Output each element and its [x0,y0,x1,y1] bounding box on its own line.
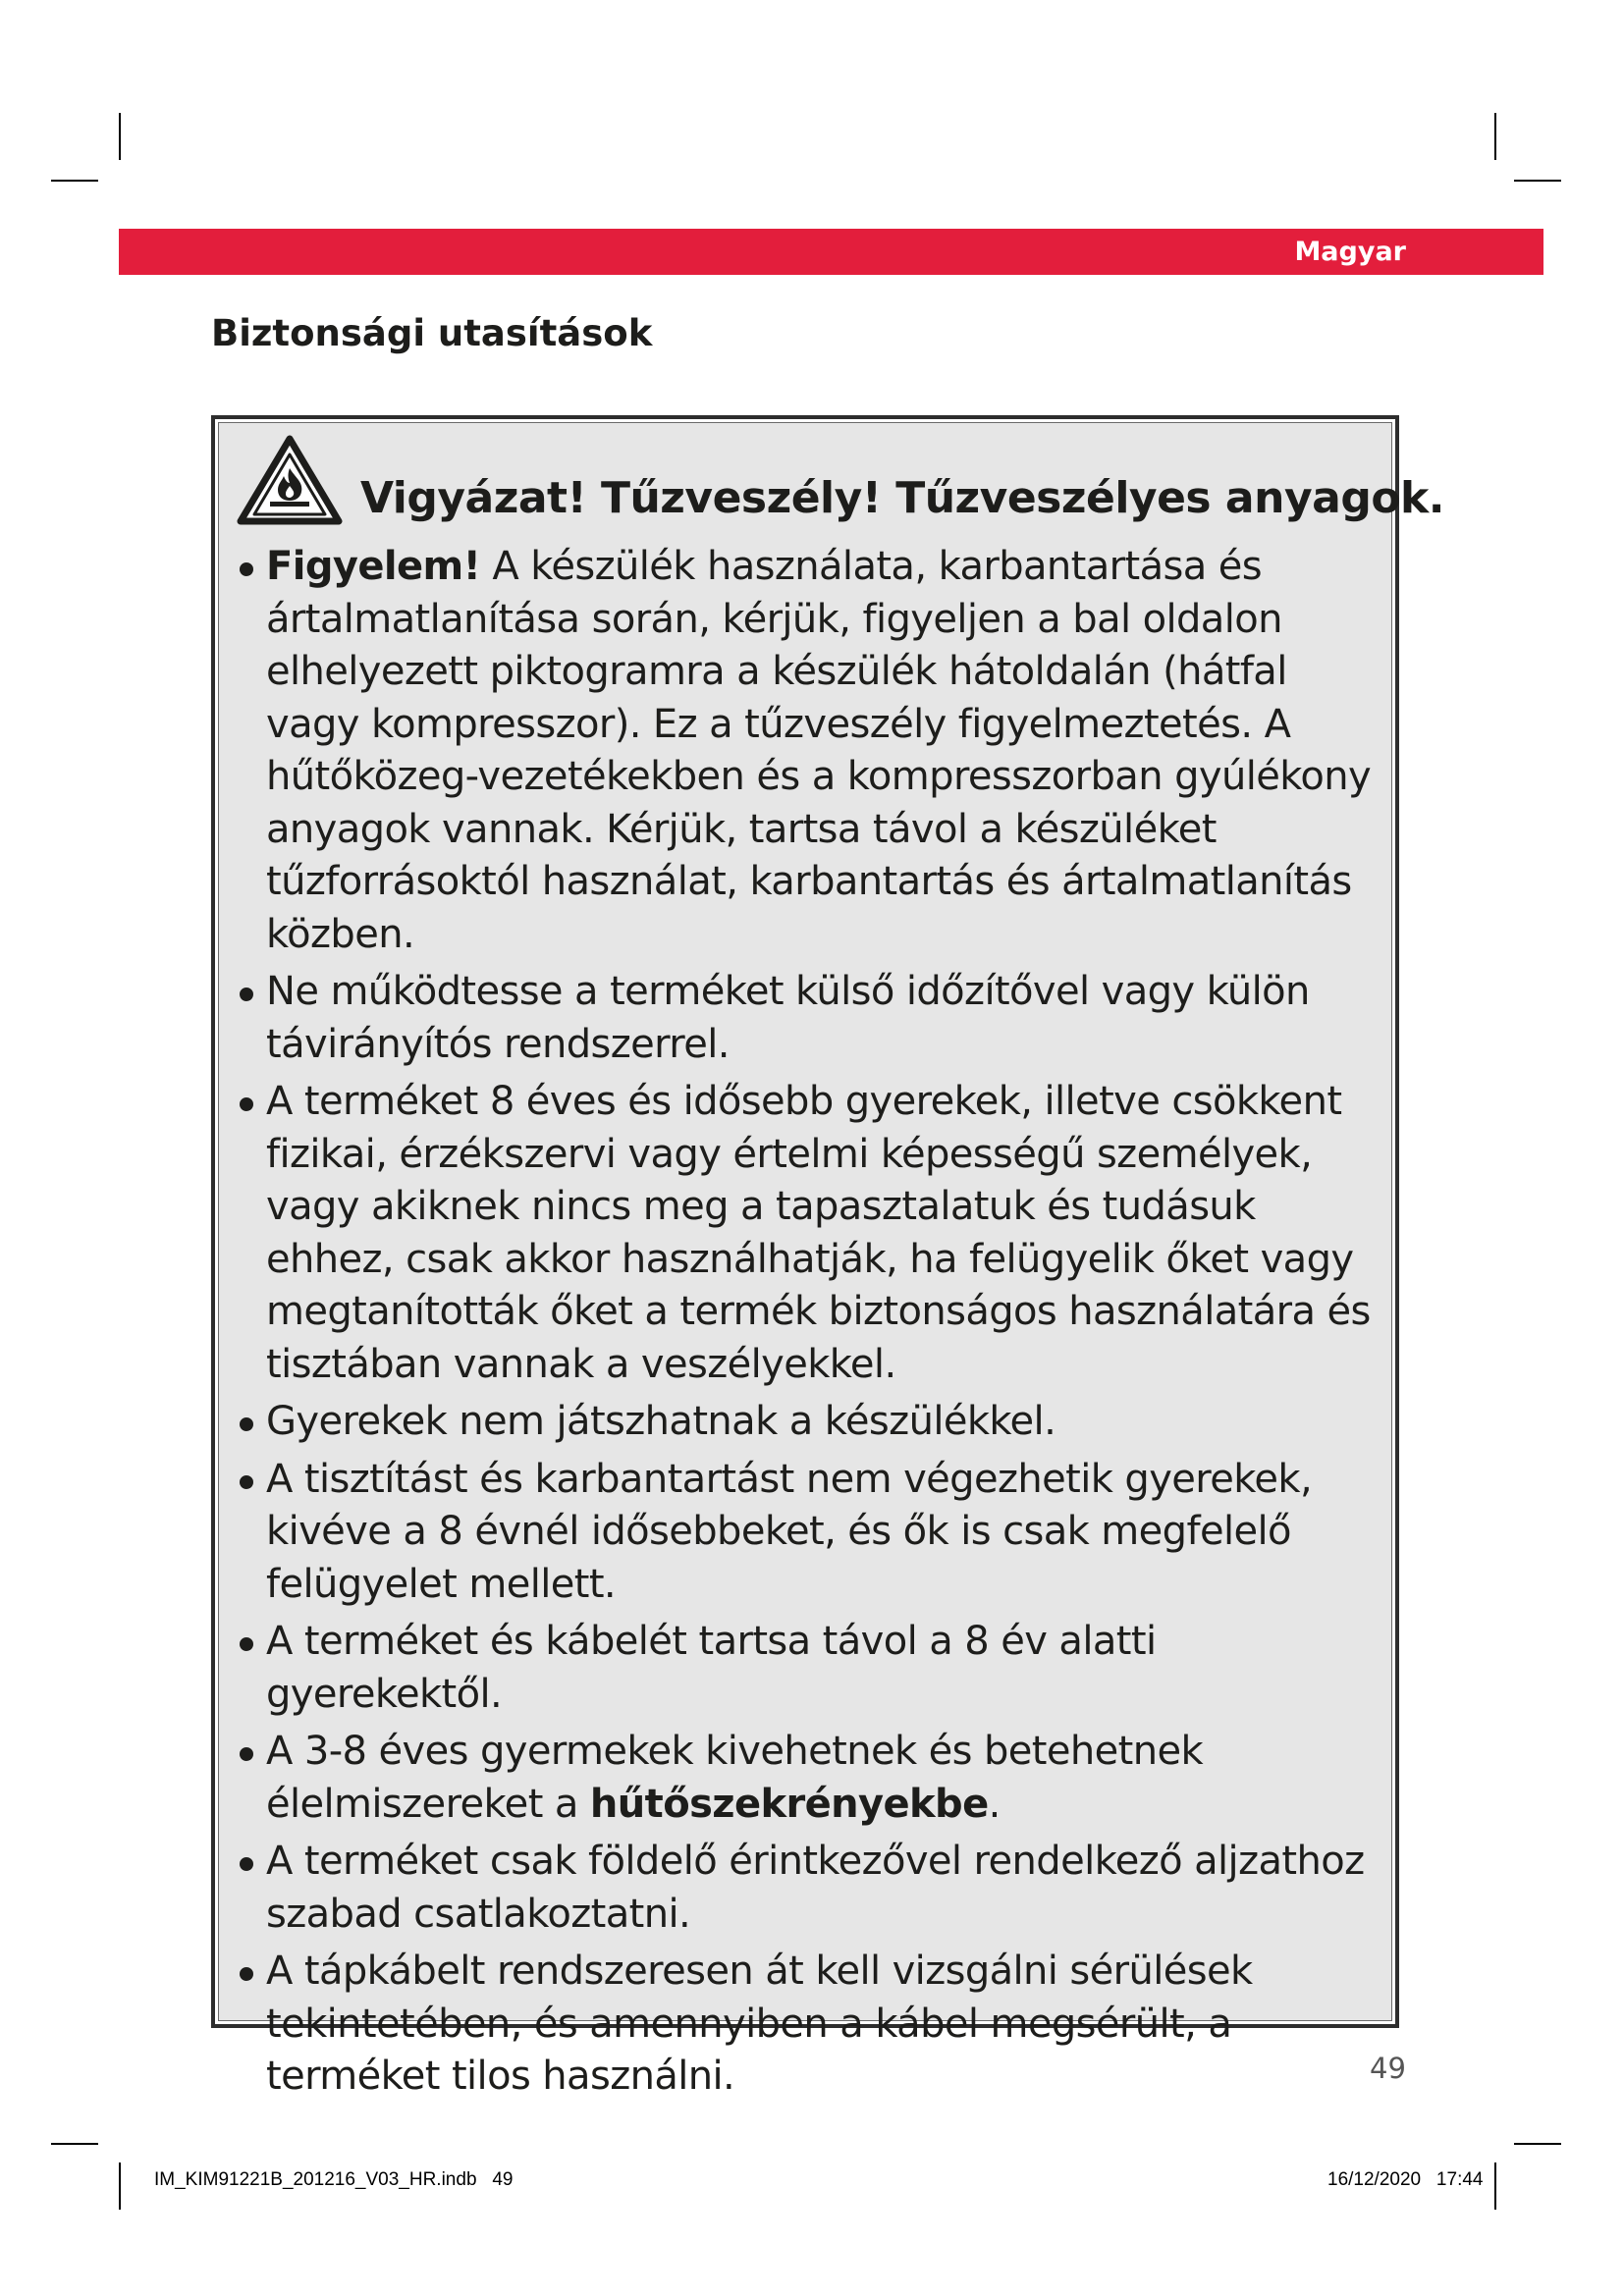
list-item [237,1454,1378,1612]
crop-mark [119,113,121,160]
list-item [237,1946,1378,2104]
crop-mark [1514,180,1561,182]
list-item [237,541,1378,961]
warning-title: Vigyázat! Tűzveszély! Tűzveszélyes anyagok. [360,472,1445,523]
crop-mark [51,2143,98,2145]
list-item [237,1076,1378,1391]
list-item-text: A készülék használata, karbantartása és ártalmatlanítása során, kérjük, figyeljen a bal oldalon elhelyezett piktogramra a készülék hátoldalán (hátfal vagy kompresszor). Ez a tűzveszély figyelmeztetés. A hűtőközeg-vezetékekben és a kompresszorban gyúlékony anyagok vannak. Kérjük, tartsa távol a készüléket tűzforrásoktól használat, karbantartás és ártalmatlanítás közben. [266,544,1372,957]
list-item [237,1616,1378,1721]
list-item-text: Ne működtesse a terméket külső időzítővel vagy külön távirányítós rendszerrel. [266,969,1310,1067]
list-item [237,1726,1378,1831]
safety-instructions-list [237,541,1378,2109]
emphasized-term: hűtőszekrényekbe [589,1781,989,1827]
section-title: Biztonsági utasítások [211,312,653,354]
crop-mark [1494,113,1496,160]
crop-mark [51,180,98,182]
list-item-text-end: . [988,1781,1001,1827]
list-item-text: A tisztítást és karbantartást nem végezhetik gyerekek, kivéve a 8 évnél idősebbeket, és ők is csak megfelelő felügyelet mellett. [266,1456,1313,1607]
attention-label: Figyelem! [266,544,481,589]
flammable-warning-icon [237,435,343,525]
list-item-text: A tápkábelt rendszeresen át kell vizsgálni sérülések tekintetében, és amennyiben a kábel megsérült, a terméket tilos használni. [266,1949,1253,2099]
list-item [237,1836,1378,1941]
list-item [237,1396,1378,1449]
list-item-text: A terméket és kábelét tartsa távol a 8 év alatti gyerekektől. [266,1619,1157,1717]
warning-heading [237,435,1445,525]
list-item-text: A terméket 8 éves és idősebb gyerekek, illetve csökkent fizikai, érzékszervi vagy értelmi képességű személyek, vagy akiknek nincs meg a tapasztalatuk és tudásuk ehhez, csak akkor használhatják, ha felügyelik őket vagy megtanították őket a termék biztonságos használatára és tisztában vannak a veszélyekkel. [266,1079,1371,1387]
footer-datetime: 16/12/2020 17:44 [1327,2169,1484,2190]
page-number: 49 [1370,2052,1406,2085]
list-item-text: A 3-8 éves gyermekek kivehetnek és betehetnek élelmiszereket a [266,1729,1204,1827]
list-item [237,966,1378,1071]
language-label: Magyar [1294,237,1406,267]
list-item-text: Gyerekek nem játszhatnak a készülékkel. [266,1399,1056,1444]
language-header-bar [119,229,1543,275]
crop-mark [1494,2163,1496,2210]
crop-mark [119,2163,121,2210]
crop-mark [1514,2143,1561,2145]
footer-filename: IM_KIM91221B_201216_V03_HR.indb 49 [154,2169,514,2190]
list-item-text: A terméket csak földelő érintkezővel rendelkező aljzathoz szabad csatlakoztatni. [266,1839,1365,1937]
